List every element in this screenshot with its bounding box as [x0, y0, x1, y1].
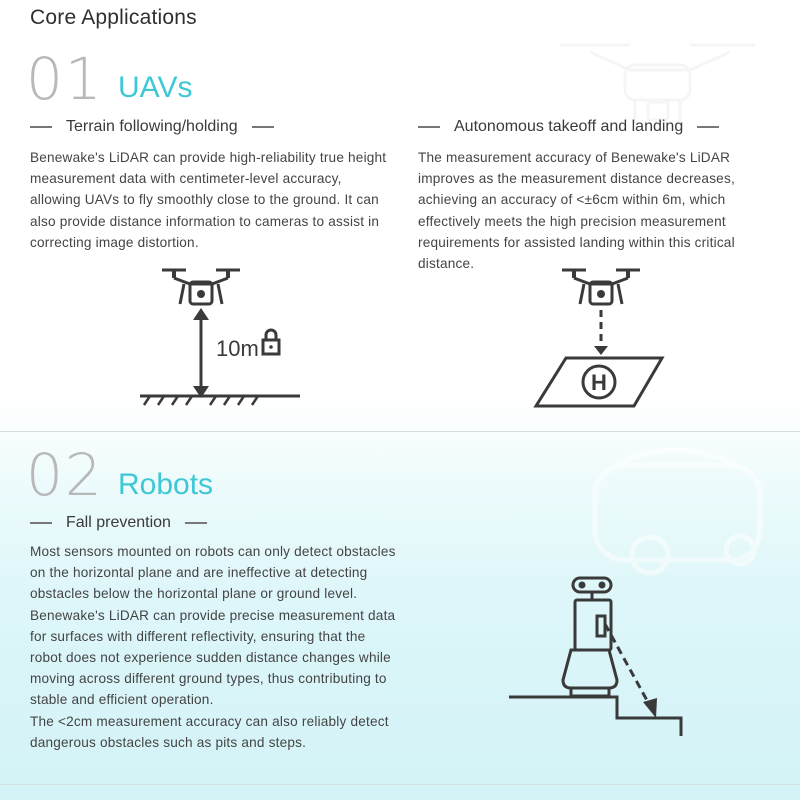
- subsection-heading: [30, 118, 288, 136]
- ground-icon: [140, 396, 300, 405]
- height-label: 10m: [216, 336, 259, 361]
- paragraph: The <2cm measurement accuracy can also reliably detect dangerous obstacles such as pits and steps.: [30, 713, 389, 750]
- subsection-heading-text: Terrain following/holding: [66, 118, 238, 135]
- landing-illustration: [530, 262, 670, 412]
- helipad-icon: [536, 358, 662, 406]
- subsection-text: [30, 147, 392, 253]
- section-name: Robots: [118, 468, 214, 501]
- section-divider: [0, 431, 800, 432]
- subsection-text: [418, 147, 778, 274]
- subsection-heading: [418, 118, 733, 136]
- section-number: 02: [26, 441, 104, 509]
- page-title: Core Applications: [30, 6, 197, 29]
- fall-prevention-illustration: [505, 574, 690, 739]
- faded-drone-icon: [540, 30, 770, 130]
- drone-icon: [162, 270, 240, 304]
- section-name: UAVs: [118, 71, 193, 104]
- paragraph: Most sensors mounted on robots can only detect obstacles on the horizontal plane and are ineffective at detecting obstacles below the horizontal plane or ground level.: [30, 544, 396, 602]
- drone-icon: [562, 270, 640, 304]
- paragraph: The measurement accuracy of Benewake's LiDAR improves as the measurement distance decreases, achieving an accuracy of <±6cm within 6m, which effectively meets the high precision measurement requirements for assisted landing within this critical distance.: [418, 150, 735, 272]
- paragraph: Benewake's LiDAR can provide high-reliability true height measurement data with centimeter-level accuracy, allowing UAVs to fly smoothly close to the ground. It can also provide distance information to cameras to assist in correcting image distortion.: [30, 150, 387, 250]
- subsection-text: [30, 541, 396, 753]
- bottom-divider: [0, 784, 800, 785]
- lock-icon: [263, 330, 279, 354]
- helipad-label: H: [591, 370, 607, 395]
- faded-robot-icon: [575, 440, 775, 570]
- subsection-heading-text: Fall prevention: [66, 514, 171, 531]
- terrain-following-illustration: [140, 262, 310, 412]
- paragraph: Benewake's LiDAR can provide precise measurement data for surfaces with different reflectivity, ensuring that the robot does not experience sudden distance changes while moving across different ground types, thus contributing to stable and efficient operation.: [30, 607, 396, 708]
- section-number: 01: [26, 45, 104, 113]
- subsection-heading-text: Autonomous takeoff and landing: [454, 118, 684, 135]
- robot-icon: [563, 578, 617, 696]
- subsection-heading: [30, 514, 221, 532]
